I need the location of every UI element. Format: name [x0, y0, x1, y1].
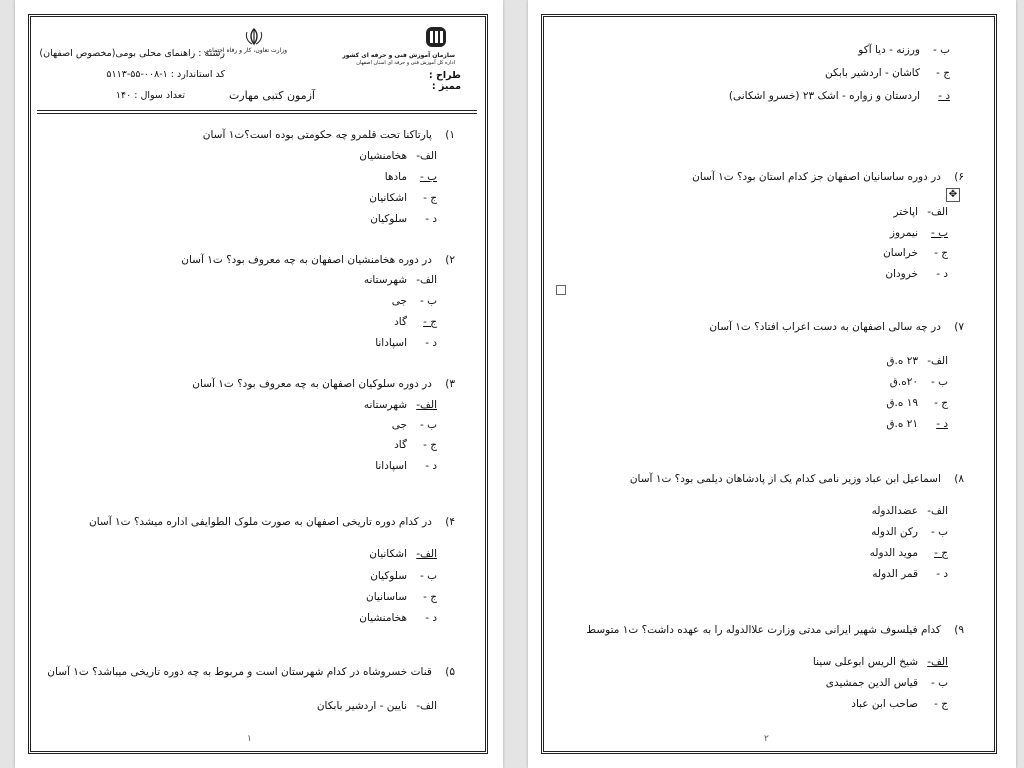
standard-code: کد استاندارد : ۱-۰۰۸-۵۵-۵۱۱۳ — [106, 69, 225, 80]
tvto-logo-icon — [423, 24, 449, 50]
option-item: ج -موید الدوله — [869, 547, 948, 559]
paragraph-marker-icon — [556, 285, 566, 295]
question-8 — [568, 473, 964, 485]
question-text: اسماعیل ابن عباد وزیر نامی کدام یک از پادشاهان دیلمی بود؟ ت۱ آسان — [629, 473, 941, 485]
question-count: تعداد سوال : ۱۴۰ — [115, 90, 185, 101]
question-4 — [55, 516, 455, 528]
question-text: کدام فیلسوف شهیر ایرانی مدتی وزارت علاالدوله را به عهده داشت؟ ت۱ متوسط — [586, 624, 941, 636]
iran-emblem-icon — [243, 28, 265, 46]
page-number: ۱ — [247, 734, 252, 744]
option-item: الف-اپاختر — [893, 206, 948, 218]
option-item: الف-عضدالدوله — [871, 505, 948, 517]
document-page-2 — [528, 0, 1016, 768]
question-3 — [55, 378, 455, 390]
question-text: پارتاکنا تحت قلمرو چه حکومتی بوده است؟ت۱ آسان — [202, 129, 432, 141]
option-item: الف-۲۳ ه.ق — [886, 355, 948, 367]
option-item: د -خرودان — [885, 268, 948, 280]
option-item: ج -صاحب ابن عباد — [851, 698, 948, 710]
option-item: ج -گاد — [394, 316, 437, 328]
question-text: در دوره سلوکیان اصفهان به چه معروف بود؟ ت۱ آسان — [192, 378, 432, 390]
designer-label: طراح : — [428, 70, 461, 81]
option-item: ب -جی — [391, 295, 437, 307]
question-6 — [568, 171, 964, 183]
question-9 — [568, 624, 964, 636]
option-item: الف-نایین - اردشیر بابکان — [316, 700, 437, 712]
question-number: ۵) — [445, 666, 455, 678]
question-7 — [568, 321, 964, 333]
option-item: ج -گاد — [394, 439, 437, 451]
question-number: ۱) — [445, 129, 455, 141]
ministry-name: وزارت تعاون، کار و رفاه اجتماعی — [203, 47, 287, 54]
option-item: ب -۲۰ه.ق — [889, 376, 948, 388]
option-item: ب -ورزنه - دیا آکو — [858, 44, 950, 56]
question-1 — [55, 129, 455, 141]
question-number: ۲) — [445, 254, 455, 266]
document-page-1 — [15, 0, 503, 768]
option-item: ب -قیاس الدین جمشیدی — [825, 677, 948, 689]
option-item: ج -اشکانیان — [369, 192, 437, 204]
option-item: ب -سلوکیان — [370, 570, 437, 582]
option-item: د -سلوکیان — [370, 213, 437, 225]
header-divider — [37, 110, 477, 111]
option-item: د -قمر الدوله — [872, 568, 948, 580]
exam-title: آزمون کتبی مهارت — [228, 89, 315, 102]
option-item: ج -خراسان — [883, 247, 948, 259]
option-item: الف-شهرستانه — [363, 274, 437, 286]
option-item: ج -کاشان - اردشیر بابکن — [825, 67, 950, 79]
option-item: ج -۱۹ ه.ق — [886, 397, 948, 409]
question-number: ۸) — [954, 473, 964, 485]
question-text: در چه سالی اصفهان به دست اعراب افتاد؟ ت۱ آسان — [709, 321, 941, 333]
option-item: د -اسپادانا — [375, 460, 437, 472]
question-number: ۹) — [954, 624, 964, 636]
option-item: د -هخامنشیان — [359, 612, 437, 624]
question-number: ۳) — [445, 378, 455, 390]
page-number: ۲ — [764, 734, 769, 744]
question-number: ۷) — [954, 321, 964, 333]
option-item: ب -جی — [391, 419, 437, 431]
option-item: ب -رکن الدوله — [871, 526, 948, 538]
option-item: الف-شیخ الریس ابوعلی سینا — [812, 656, 948, 668]
table-move-handle-icon[interactable]: ✥ — [946, 188, 960, 202]
question-number: ۶) — [954, 171, 964, 183]
header-divider — [37, 113, 477, 114]
question-2 — [55, 254, 455, 266]
question-text: در دوره ساسانیان اصفهان جز کدام استان بود؟ ت۱ آسان — [692, 171, 941, 183]
option-item: د -اسپادانا — [375, 337, 437, 349]
option-item: د -اردستان و زواره - اشک ۲۳ (خسرو اشکانی) — [728, 90, 950, 102]
option-item: ب -نیمروز — [889, 227, 948, 239]
field-label: رشته : راهنمای محلی بومی(مخصوص اصفهان) — [39, 48, 225, 59]
option-item: د -۲۱ ه.ق — [886, 418, 948, 430]
org-name: سازمان آموزش فنی و حرفه ای کشور — [342, 52, 455, 59]
option-item: ج -ساسانیان — [366, 591, 437, 603]
question-text: در کدام دوره تاریخی اصفهان به صورت ملوک الطوایفی اداره میشد؟ ت۱ آسان — [88, 516, 432, 528]
question-number: ۴) — [445, 516, 455, 528]
grader-label: ممیز : — [431, 81, 461, 92]
option-item: الف-هخامنشیان — [359, 150, 437, 162]
question-text: قنات خسروشاه در کدام شهرستان است و مربوط به چه دوره تاریخی میباشد؟ ت۱ آسان — [47, 666, 432, 678]
option-item: الف-اشکانیان — [369, 548, 437, 560]
option-item: ب -مادها — [384, 171, 437, 183]
org-subname: اداره کل آموزش فنی و حرفه ای استان اصفهان — [356, 60, 455, 66]
option-item: الف-شهرستانه — [363, 399, 437, 411]
question-5 — [47, 666, 455, 678]
question-text: در دوره هخامنشیان اصفهان به چه معروف بود؟ ت۱ آسان — [181, 254, 432, 266]
